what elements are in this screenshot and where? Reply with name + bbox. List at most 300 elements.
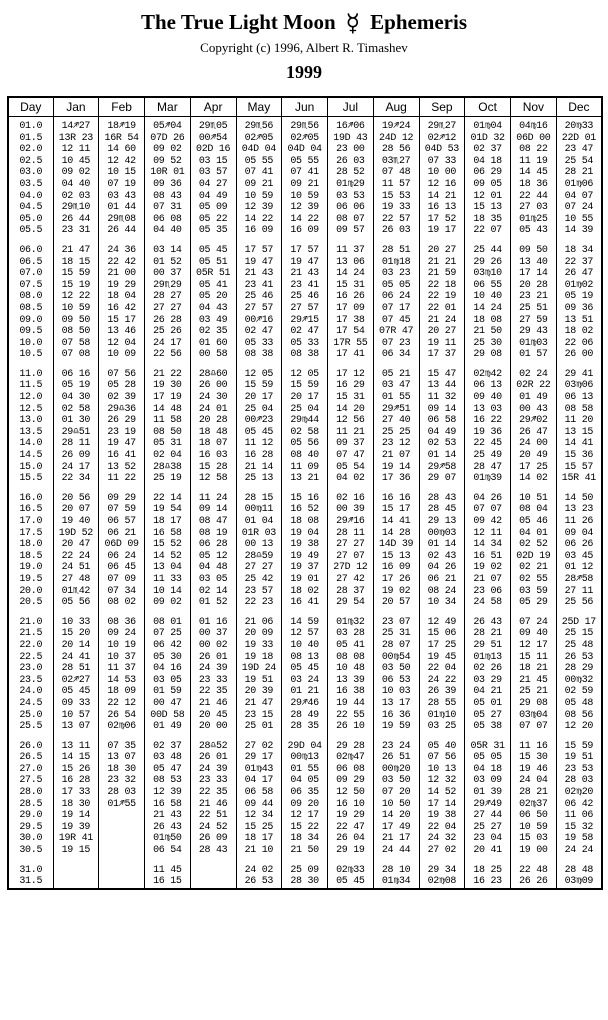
position-value: 08 43 [153,190,182,202]
position-value: 05R 51 [196,268,231,280]
month-column-may [236,117,282,889]
position-value: 19 49 [290,550,319,562]
position-value: 03 49 [198,314,228,326]
header-row [8,97,602,117]
position-value: 19R 41 [58,833,93,845]
position-value: 17R 55 [333,337,368,349]
position-value: 15 17 [107,314,136,326]
position-value: 05 43 [519,225,548,237]
position-value: 16 52 [290,504,319,516]
position-value: 19 38 [290,539,319,551]
position-value: 14 20 [381,810,411,822]
position-value: 25 19 [153,473,182,485]
position-value: 13 07 [107,752,136,764]
position-value: 21 50 [290,845,319,857]
position-value: 20 17 [290,392,319,404]
position-value: 09 50 [519,244,548,256]
position-value: 03 50 [381,775,411,787]
position-value: 23 53 [564,763,594,775]
position-value: 21 47 [244,697,274,709]
position-value: 16 41 [107,450,136,462]
position-value: 01♍10 [427,709,457,721]
position-value: 19 51 [564,752,594,764]
position-value: 06 24 [107,550,136,562]
block-gap [420,609,465,617]
position-value: 29♐02 [519,415,548,427]
day-label: 25.0 [19,709,43,721]
position-value: 22 34 [61,473,91,485]
position-value: 16♐06 [336,121,365,132]
block-gap [54,237,99,245]
position-value: 22 01 [427,302,457,314]
position-value: 28 35 [290,721,319,733]
position-value: 23 12 [381,438,411,450]
position-value: 02 39 [107,392,136,404]
position-value: 04 48 [198,562,228,574]
position-value: 05 19 [61,380,91,392]
position-value: 21 43 [244,268,274,280]
position-value: 03 48 [153,752,182,764]
position-value: 25 13 [244,473,274,485]
position-value: 27 27 [153,302,182,314]
block-gap [237,857,282,865]
block-gap [511,237,556,245]
position-value: 29♐51 [381,403,411,415]
position-value: 01 49 [519,392,548,404]
position-value: 21 06 [244,616,274,628]
position-value: 13 23 [564,504,594,516]
position-value: 02♍20 [564,787,594,799]
position-value: 07 56 [107,368,136,380]
block-gap [328,733,373,741]
position-value: 22 48 [519,864,548,876]
col-header-sep: Sep [419,97,465,117]
position-value: 11 06 [564,810,594,822]
position-value: 27 02 [244,740,274,752]
position-value: 05 56 [61,597,91,609]
position-value: 26 47 [519,426,548,438]
position-value: 20 07 [61,504,91,516]
block-gap [99,485,144,493]
block-gap [282,857,327,865]
position-value: 19 37 [290,562,319,574]
day-label: 26.5 [19,752,43,764]
block-gap [54,361,99,369]
block-gap [374,857,419,865]
position-value: 16 10 [336,798,365,810]
position-value: 13 21 [290,473,319,485]
position-value: 28 43 [198,845,228,857]
position-value: 10R 01 [150,167,185,179]
position-value: 22 56 [153,349,182,361]
position-value: 12 56 [336,415,365,427]
position-value: 00♍13 [290,752,319,764]
position-value: 09 02 [153,597,182,609]
position-value: 01♍34 [381,876,411,888]
position-value: 22 18 [427,279,457,291]
position-value: 19 18 [244,651,274,663]
position-value: 19 47 [107,438,136,450]
day-label: 04.0 [19,190,43,202]
position-value: 14♐27 [61,121,91,132]
position-value: 12 11 [473,527,502,539]
position-value: 28 10 [381,864,411,876]
position-value: 23 32 [107,775,136,787]
position-value: 00 47 [153,697,182,709]
position-value: 13 04 [153,562,182,574]
position-value: 22 51 [198,810,228,822]
position-value: 06 58 [244,787,274,799]
position-value: 02 24 [519,368,548,380]
block-gap [191,733,236,741]
position-value: 19 33 [244,639,274,651]
position-value: 02 47 [290,326,319,338]
position-value: 09 36 [564,302,594,314]
position-value: 05 45 [290,663,319,675]
day-label: 09.0 [19,314,43,326]
position-value: 17 57 [290,244,319,256]
position-value: 12 05 [290,368,319,380]
position-value: 14 48 [153,403,182,415]
position-value: 09 14 [427,403,457,415]
position-value: 27 42 [336,573,365,585]
day-label: 01.5 [19,132,43,144]
position-value: 08 04 [519,504,548,516]
position-value: 01 59 [153,686,182,698]
position-value: 10 40 [290,639,319,651]
position-value: 12 34 [244,810,274,822]
day-label: 03.0 [19,167,43,179]
position-value: 04 26 [427,562,457,574]
position-value: 06 42 [153,639,182,651]
day-label: 04.5 [19,202,43,214]
position-value: 08 53 [153,775,182,787]
position-value: 24D 12 [379,132,414,144]
position-value: 26 09 [198,833,228,845]
position-value: 29♎51 [61,426,91,438]
position-value: 06 06 [336,202,365,214]
day-label: 10.5 [19,349,43,361]
position-value: 03 29 [473,674,502,686]
position-value: 01♍39 [473,473,502,485]
position-value: 06 13 [564,392,594,404]
position-value: 25 30 [473,337,502,349]
position-value: 26 43 [153,821,182,833]
position-value: 12 22 [61,291,91,303]
position-value: 21 59 [427,268,457,280]
position-value: 00♐54 [198,132,228,144]
data-row [8,117,602,889]
position-value: 24 39 [198,763,228,775]
block-gap [145,361,190,369]
position-value: 18 15 [61,256,91,268]
position-value: 14 59 [290,616,319,628]
position-value: 01 60 [198,337,228,349]
day-label: 01.0 [19,121,43,132]
position-value: 12 20 [564,721,594,733]
day-label: 13.5 [19,426,43,438]
position-value: 02♐27 [61,674,91,686]
position-value: 11 37 [107,663,136,675]
position-value: 22 04 [427,663,457,675]
position-value: 02 58 [61,403,91,415]
position-value: 26 53 [564,651,594,663]
position-value: 23 33 [198,775,228,787]
position-value: 05 46 [519,516,548,527]
position-value: 19 04 [290,527,319,539]
position-value: 11 22 [107,473,136,485]
position-value: 15 28 [198,461,228,473]
position-value: 05 01 [473,697,502,709]
position-value: 04D 04 [241,144,276,156]
position-value: 08 50 [61,326,91,338]
position-value: 17 09 [336,302,365,314]
position-value: 16 58 [153,798,182,810]
block-gap [328,485,373,493]
position-value: 20 49 [519,450,548,462]
position-value: 29 26 [473,256,502,268]
position-value: 02♐05 [244,132,274,144]
position-value: 15 17 [381,504,411,516]
position-value: 17 37 [427,349,457,361]
col-header-jul: Jul [328,97,374,117]
position-value: 09 57 [336,225,365,237]
position-value: 12 49 [427,616,457,628]
position-value: 09 40 [519,628,548,640]
position-value: 21 43 [290,268,319,280]
position-value: 10 59 [290,190,319,202]
position-value: 03♍09 [564,876,594,888]
day-label: 14.0 [19,438,43,450]
position-value: 29♎36 [107,403,136,415]
position-value: 04 26 [473,492,502,504]
position-value: 29 43 [519,326,548,338]
position-value: 10 13 [427,763,457,775]
position-value: 01 04 [244,516,274,527]
position-value: 28♐58 [564,573,594,585]
position-value: 25 15 [564,628,594,640]
month-column-nov [511,117,557,889]
position-value: 28♎59 [244,550,274,562]
position-value: 19 40 [61,516,91,527]
position-value: 06 21 [107,527,136,539]
position-value: 26 54 [107,709,136,721]
position-value: 28 51 [381,244,411,256]
position-value: 05 19 [564,291,594,303]
position-value: 15 16 [290,492,319,504]
position-value: 21 43 [153,810,182,822]
position-value: 03 47 [381,380,411,392]
position-value: 08 13 [290,651,319,663]
position-value: 05 31 [153,438,182,450]
block-gap [145,857,190,865]
position-value: 09 24 [107,628,136,640]
position-value: 01♍13 [473,651,502,663]
position-value: 25 31 [381,628,411,640]
position-value: 10 48 [336,663,365,675]
position-value: 01♍29 [336,178,365,190]
position-value: 26 01 [198,651,228,663]
position-value: 01♍03 [519,337,548,349]
position-value: 24 02 [244,864,274,876]
position-value: 13 40 [519,256,548,268]
position-value: 19 36 [473,426,502,438]
position-value: 04 40 [153,225,182,237]
position-value: 27 44 [473,810,502,822]
position-value: 29D 04 [287,740,322,752]
day-label: 30.0 [19,833,43,845]
position-value: 01 52 [198,597,228,609]
position-value: 19 29 [336,810,365,822]
position-value: 00 37 [198,628,228,640]
position-value: 28 47 [473,461,502,473]
position-value: 07D 26 [150,132,185,144]
position-value: 09 52 [153,155,182,167]
position-value: 15 06 [427,628,457,640]
position-value: 24 36 [107,244,136,256]
position-value: 26 01 [198,752,228,764]
position-value: 05 41 [336,639,365,651]
position-value: 02♐05 [290,132,319,144]
position-value: 06 53 [381,674,411,686]
position-value: 14 53 [107,674,136,686]
position-value: 01♍25 [519,213,548,225]
position-value: 28 21 [473,628,502,640]
position-value: 20 09 [244,628,274,640]
position-value: 20 56 [61,492,91,504]
position-value: 03♍06 [564,380,594,392]
position-value: 14 20 [336,403,365,415]
position-value: 03 50 [381,663,411,675]
position-value: 09 29 [107,492,136,504]
position-value: 28 15 [244,492,274,504]
block-gap [237,361,282,369]
position-value: 12 42 [107,155,136,167]
position-value: 10 45 [61,155,91,167]
position-value: 24 32 [427,833,457,845]
day-label: 02.0 [19,144,43,156]
position-value: 07 19 [107,178,136,190]
block-gap [54,609,99,617]
position-value: 27 57 [244,302,274,314]
position-value: 18 02 [564,326,594,338]
day-label: 26.0 [19,740,43,752]
position-value: 29 07 [427,473,457,485]
position-value: 19 02 [473,562,502,574]
year-label: 1999 [286,62,322,82]
position-value: 06 26 [564,539,594,551]
position-value: 24 17 [153,337,182,349]
position-value: 29♏10 [61,202,91,214]
position-value: 23 19 [107,426,136,438]
position-value: 07 35 [107,740,136,752]
position-value: 06 54 [153,845,182,857]
position-value: 06D 00 [516,132,551,144]
position-value: 24 24 [564,845,594,857]
position-value: 05 12 [198,550,228,562]
position-value: 28 37 [336,585,365,597]
position-value: 26 39 [427,686,457,698]
position-value: 06 34 [381,349,411,361]
position-value: 09 37 [336,438,365,450]
position-value: 16 26 [336,291,365,303]
position-value: 17 14 [519,268,548,280]
position-value: 19 47 [290,256,319,268]
position-value: 04 07 [564,190,594,202]
position-value: 18 35 [473,213,502,225]
position-value: 08 07 [336,213,365,225]
position-value: 24 22 [427,674,457,686]
position-value: 01♍04 [473,121,502,132]
position-value: 18 30 [61,798,91,810]
page-header [0,0,608,83]
position-value: 26 10 [336,721,365,733]
block-gap [145,733,190,741]
position-value: 01 55 [381,392,411,404]
position-value: 19 59 [381,721,411,733]
position-value: 17 38 [336,314,365,326]
position-value: 07 56 [427,752,457,764]
day-label: 05.5 [19,225,43,237]
day-label: 27.0 [19,763,43,775]
day-label: 07.5 [19,279,43,291]
day-label: 06.5 [19,256,43,268]
position-value: 20 45 [198,709,228,721]
position-value: 05 05 [381,279,411,291]
col-header-day: Day [8,97,53,117]
position-value: 23 57 [244,585,274,597]
block-gap [9,361,53,369]
position-value: 20♍33 [564,121,594,132]
position-value: 15 26 [61,763,91,775]
page-title [0,0,608,36]
day-label: 05.0 [19,213,43,225]
position-value: 02 52 [519,539,548,551]
position-value: 06 21 [427,573,457,585]
position-value: 28 30 [290,876,319,888]
position-value: 11 19 [519,155,548,167]
position-value: 22 45 [473,438,502,450]
month-column-jan [53,117,99,889]
block-gap [191,361,236,369]
day-label: 28.5 [19,798,43,810]
position-value: 28 45 [427,504,457,516]
position-value: 25 01 [244,721,274,733]
position-value: 29 54 [336,597,365,609]
position-value: 18 34 [290,833,319,845]
position-value: 24 01 [198,403,228,415]
block-gap [557,485,601,493]
block-gap [374,609,419,617]
position-value: 08 50 [153,426,182,438]
position-value: 25 54 [564,155,594,167]
position-value: 16 13 [427,202,457,214]
position-value: 10 57 [61,709,91,721]
block-gap [465,237,510,245]
day-label: 21.5 [19,628,43,640]
position-value: 22 14 [153,492,182,504]
position-value: 19 58 [564,833,594,845]
position-value: 22 35 [198,686,228,698]
position-value: 02 16 [336,492,365,504]
block-gap [145,609,190,617]
day-label: 06.0 [19,244,43,256]
position-value: 00D 58 [150,709,185,721]
position-value: 21 45 [519,674,548,686]
block-gap [557,237,601,245]
block-gap [99,361,144,369]
position-value: 20 27 [427,244,457,256]
